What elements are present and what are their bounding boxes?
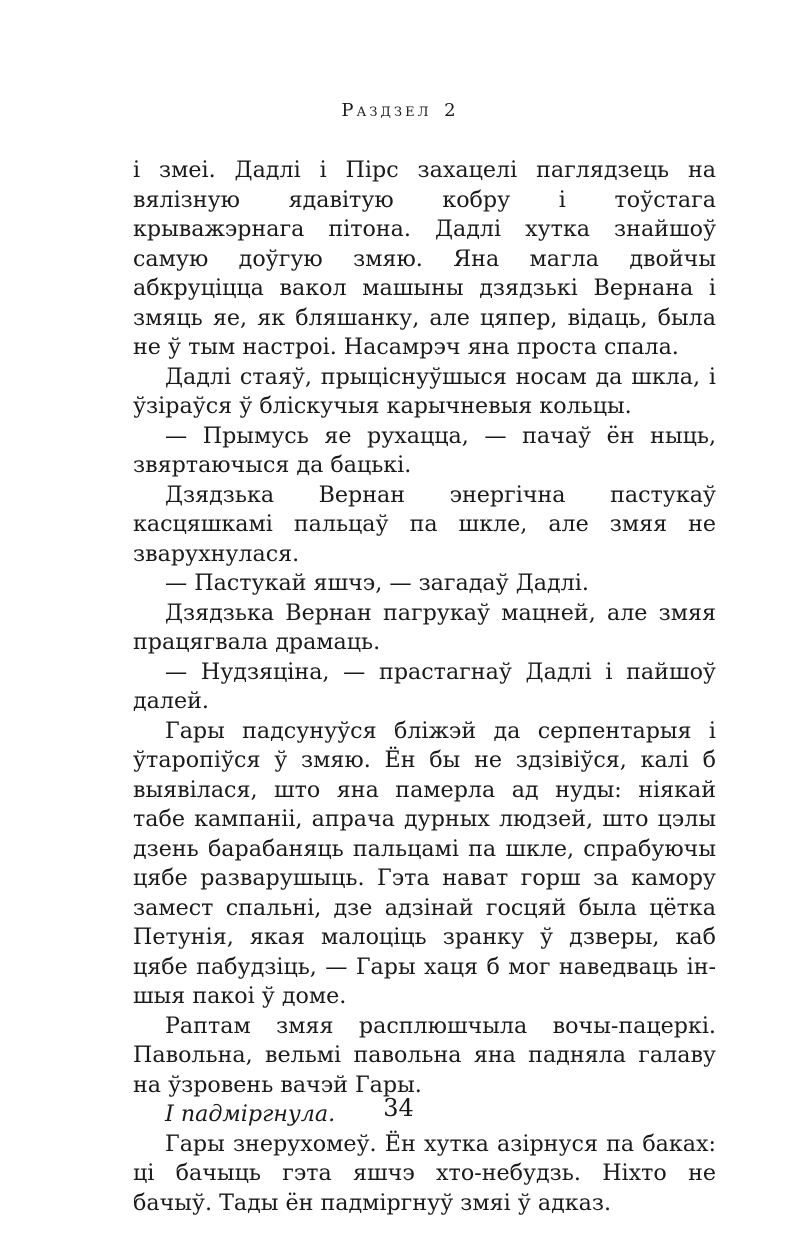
chapter-label: Раздзел [341,100,432,121]
paragraph: Гары знерухомеў. Ён хутка азірнуся па баках: ці бачыць гэта яшчэ хто-небудзь. Ніхто не бачыў. Тады ён падміргнуў змяі ў адказ. [133,1130,716,1216]
paragraph: Раптам змяя расплюшчыла вочы-пацеркі. Павольна, вельмі павольна яна падняла галаву на ўзровень вачэй Гары. [133,1012,716,1098]
page-number: 34 [383,1094,414,1122]
chapter-number: 2 [444,100,456,121]
paragraph: Дадлі стаяў, прыціснуўшыся носам да шкла, і ўзіраўся ў бліскучыя карычневыя кольцы. [133,363,716,419]
paragraph: і змеі. Дадлі і Пірс захацелі паглядзець на вялізную ядавітую кобру і тоўстага крыважэрнага пітона. Дадлі хутка знайшоў самую доўгую змяю. Яна магла двойчы абкруціцца вакол машыны дзядзькі Вернана і змяць яе, як бляшанку, але цяпер, відаць, была не ў тым настроі. Насамрэч яна проста спала. [133,157,716,360]
paragraph: — Пастукай яшчэ, — загадаў Дадлі. [165,570,589,596]
italic-text: І падміргнула. [165,1101,336,1127]
running-header [0,100,797,121]
paragraph: Дзядзька Вернан пагрукаў мацней, але змяя працягвала драмаць. [133,599,716,655]
paragraph: — Прымусь яе рухацца, — пачаў ён ныць, звяртаючыся да бацькі. [133,422,716,478]
paragraph: Дзядзька Вернан энергічна пастукаў касцяшкамі пальцаў па шкле, але змяя не зварухнулася. [133,481,716,567]
paragraph: — Нудзяціна, — прастагнаў Дадлі і пайшоў далей. [133,658,716,714]
body-text [133,156,716,1218]
paragraph: Гары падсунуўся бліжэй да серпентарыя і ўтаропіўся ў змяю. Ён бы не здзівіўся, калі б выявілася, што яна памерла ад нуды: ніякай табе кампаніі, апрача дурных людзей, што цэлы дзень барабаняць пальцамі па шкле, спрабуючы цябе разварушыць. Гэта нават горш за камору замест спальні, дзе адзінай госцяй была цётка Петунія, якая малоціць зранку ў дзверы, каб цябе пабудзіць, — Гары хаця б мог наведваць іншыя пакоі ў доме. [133,717,716,1009]
